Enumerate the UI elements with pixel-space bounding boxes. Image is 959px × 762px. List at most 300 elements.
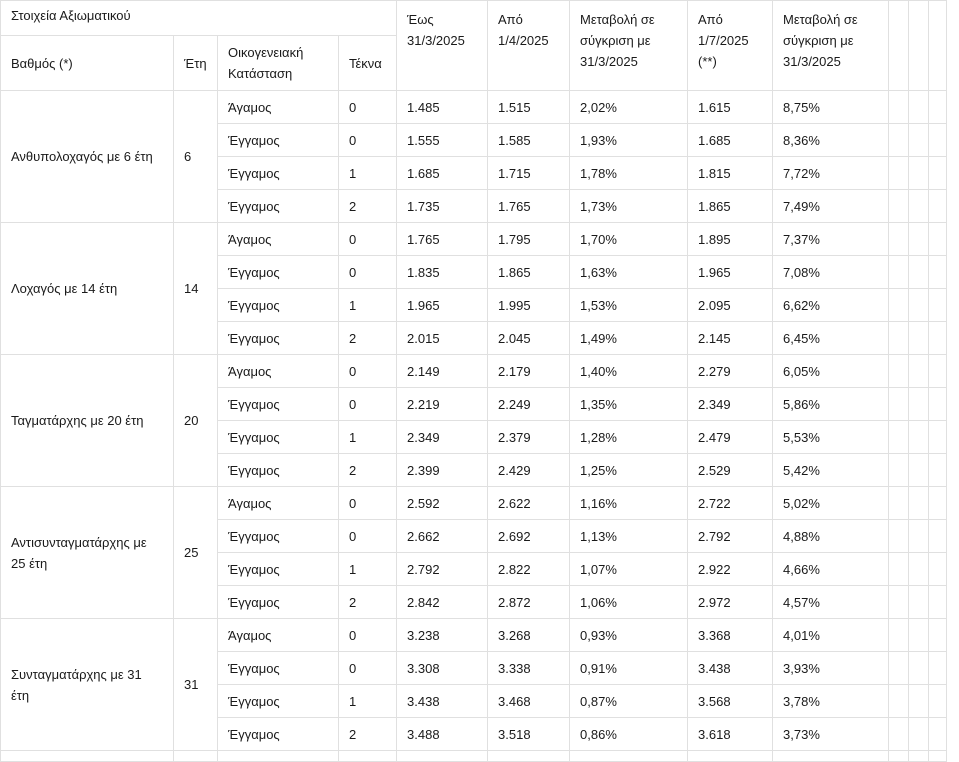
family-value: Έγγαμος	[228, 726, 280, 742]
family-value-cell	[218, 619, 339, 652]
empty-cell	[929, 256, 947, 289]
empty-cell	[909, 190, 929, 223]
change1-value-cell	[570, 256, 688, 289]
empty-cell	[889, 586, 909, 619]
change1-value-cell	[570, 91, 688, 124]
empty-cell	[909, 454, 929, 487]
family-value-cell	[218, 124, 339, 157]
empty-cell	[929, 322, 947, 355]
from-jul-value: 3.438	[698, 660, 731, 676]
family-value: Έγγαμος	[228, 132, 280, 148]
change2-value: 4,88%	[783, 528, 820, 544]
children-value: 2	[349, 726, 357, 742]
empty-cell	[929, 652, 947, 685]
family-value-cell	[218, 487, 339, 520]
children-value: 0	[349, 99, 357, 115]
empty-cell	[397, 751, 488, 762]
years-value-cell	[174, 487, 218, 619]
empty-cell	[909, 1, 929, 91]
grade-label: Λοχαγός με 14 έτη	[11, 281, 118, 296]
empty-cell	[909, 355, 929, 388]
change2-value-cell	[773, 256, 889, 289]
empty-cell	[909, 553, 929, 586]
change1-value-cell	[570, 223, 688, 256]
empty-cell	[929, 124, 947, 157]
children-value: 2	[349, 594, 357, 610]
empty-cell	[929, 586, 947, 619]
from-jul-value: 1.865	[698, 198, 731, 214]
empty-cell	[909, 388, 929, 421]
children-value: 1	[349, 297, 357, 313]
header-change2-cell	[773, 1, 889, 91]
years-value-cell	[174, 619, 218, 751]
grade-label: Ταγματάρχης με 20 έτη	[11, 413, 144, 428]
from-jul-value: 1.685	[698, 132, 731, 148]
from-apr-value: 3.338	[498, 660, 531, 676]
empty-cell	[909, 487, 929, 520]
empty-cell	[889, 190, 909, 223]
family-value-cell	[218, 553, 339, 586]
header-from-apr: Από 1/4/2025	[498, 12, 549, 48]
until-value-cell	[397, 718, 488, 751]
empty-cell	[909, 586, 929, 619]
years-value: 25	[184, 545, 199, 560]
from-jul-value-cell	[688, 388, 773, 421]
children-value-cell	[339, 388, 397, 421]
family-value-cell	[218, 685, 339, 718]
from-apr-value-cell	[488, 322, 570, 355]
empty-cell	[889, 322, 909, 355]
change2-value: 3,73%	[783, 726, 820, 742]
change2-value: 6,45%	[783, 330, 820, 346]
change2-value-cell	[773, 619, 889, 652]
family-value-cell	[218, 289, 339, 322]
change1-value-cell	[570, 190, 688, 223]
from-apr-value-cell	[488, 454, 570, 487]
from-apr-value-cell	[488, 124, 570, 157]
change1-value: 1,35%	[580, 396, 617, 412]
family-value-cell	[218, 388, 339, 421]
years-value-cell	[174, 91, 218, 223]
until-value: 1.555	[407, 132, 440, 148]
from-apr-value: 2.822	[498, 561, 531, 577]
empty-cell	[570, 751, 688, 762]
from-jul-value-cell	[688, 223, 773, 256]
change2-value-cell	[773, 322, 889, 355]
empty-cell	[889, 355, 909, 388]
header-from-jul-cell	[688, 1, 773, 91]
years-value-cell	[174, 355, 218, 487]
group-header-label: Στοιχεία Αξιωματικού	[11, 8, 131, 23]
from-apr-value-cell	[488, 355, 570, 388]
empty-cell	[889, 454, 909, 487]
family-value: Έγγαμος	[228, 198, 280, 214]
change1-value: 1,70%	[580, 231, 617, 247]
header-years-cell	[174, 36, 218, 91]
children-value-cell	[339, 256, 397, 289]
change1-value-cell	[570, 553, 688, 586]
empty-cell	[889, 157, 909, 190]
empty-cell	[889, 289, 909, 322]
family-value: Έγγαμος	[228, 165, 280, 181]
from-jul-value-cell	[688, 520, 773, 553]
change2-value: 4,66%	[783, 561, 820, 577]
until-value-cell	[397, 619, 488, 652]
change2-value-cell	[773, 454, 889, 487]
empty-cell	[909, 91, 929, 124]
from-jul-value: 2.722	[698, 495, 731, 511]
empty-cell	[889, 520, 909, 553]
table-row	[1, 619, 947, 652]
empty-cell	[929, 454, 947, 487]
children-value: 0	[349, 396, 357, 412]
grade-label-cell	[1, 355, 174, 487]
from-apr-value-cell	[488, 718, 570, 751]
change1-value-cell	[570, 388, 688, 421]
from-jul-value: 2.479	[698, 429, 731, 445]
family-value-cell	[218, 190, 339, 223]
grade-label-cell	[1, 487, 174, 619]
children-value-cell	[339, 91, 397, 124]
from-apr-value: 3.468	[498, 693, 531, 709]
change2-value-cell	[773, 586, 889, 619]
change2-value-cell	[773, 157, 889, 190]
from-apr-value-cell	[488, 223, 570, 256]
change1-value-cell	[570, 124, 688, 157]
children-value: 0	[349, 627, 357, 643]
change2-value-cell	[773, 223, 889, 256]
empty-cell	[889, 487, 909, 520]
header-grade-cell	[1, 36, 174, 91]
from-jul-value-cell	[688, 652, 773, 685]
change2-value: 5,42%	[783, 462, 820, 478]
grade-label-cell	[1, 619, 174, 751]
change2-value-cell	[773, 718, 889, 751]
table-row	[1, 355, 947, 388]
children-value-cell	[339, 421, 397, 454]
children-value: 0	[349, 132, 357, 148]
from-apr-value-cell	[488, 157, 570, 190]
from-apr-value: 2.622	[498, 495, 531, 511]
empty-cell	[889, 685, 909, 718]
header-change1: Μεταβολή σε σύγκριση με 31/3/2025	[580, 12, 655, 69]
years-value-cell	[174, 223, 218, 355]
family-value: Έγγαμος	[228, 660, 280, 676]
table-body	[1, 1, 947, 762]
change1-value-cell	[570, 487, 688, 520]
change1-value-cell	[570, 586, 688, 619]
empty-cell	[929, 619, 947, 652]
from-jul-value: 3.568	[698, 693, 731, 709]
change2-value-cell	[773, 190, 889, 223]
empty-cell	[929, 421, 947, 454]
until-value-cell	[397, 322, 488, 355]
until-value: 2.842	[407, 594, 440, 610]
empty-cell	[889, 421, 909, 454]
empty-cell	[909, 223, 929, 256]
change2-value: 7,08%	[783, 264, 820, 280]
from-jul-value-cell	[688, 256, 773, 289]
change1-value: 0,91%	[580, 660, 617, 676]
children-value-cell	[339, 124, 397, 157]
header-row-group	[1, 1, 947, 36]
family-value: Άγαμος	[228, 495, 272, 511]
from-jul-value: 1.965	[698, 264, 731, 280]
change1-value: 0,93%	[580, 627, 617, 643]
children-value-cell	[339, 718, 397, 751]
until-value: 2.399	[407, 462, 440, 478]
empty-cell	[889, 124, 909, 157]
from-jul-value-cell	[688, 619, 773, 652]
family-value-cell	[218, 718, 339, 751]
empty-cell	[929, 751, 947, 762]
until-value: 2.349	[407, 429, 440, 445]
header-children-cell	[339, 36, 397, 91]
from-jul-value: 2.349	[698, 396, 731, 412]
empty-cell	[929, 289, 947, 322]
empty-cell	[889, 553, 909, 586]
from-apr-value-cell	[488, 619, 570, 652]
empty-cell	[909, 157, 929, 190]
empty-cell	[909, 256, 929, 289]
from-apr-value-cell	[488, 388, 570, 421]
family-value-cell	[218, 91, 339, 124]
family-value: Έγγαμος	[228, 561, 280, 577]
until-value-cell	[397, 652, 488, 685]
from-jul-value: 2.529	[698, 462, 731, 478]
empty-cell	[889, 619, 909, 652]
children-value: 2	[349, 330, 357, 346]
change2-value-cell	[773, 421, 889, 454]
change1-value-cell	[570, 289, 688, 322]
until-value-cell	[397, 388, 488, 421]
from-jul-value-cell	[688, 685, 773, 718]
years-value: 14	[184, 281, 199, 296]
from-apr-value: 1.795	[498, 231, 531, 247]
change2-value-cell	[773, 91, 889, 124]
change1-value: 0,86%	[580, 726, 617, 742]
grade-label: Ανθυπολοχαγός με 6 έτη	[11, 149, 153, 164]
change1-value: 0,87%	[580, 693, 617, 709]
until-value: 1.735	[407, 198, 440, 214]
change2-value: 5,53%	[783, 429, 820, 445]
change1-value-cell	[570, 421, 688, 454]
header-family: Οικογενειακή Κατάσταση	[228, 45, 304, 81]
change1-value-cell	[570, 520, 688, 553]
until-value: 3.238	[407, 627, 440, 643]
until-value: 1.835	[407, 264, 440, 280]
header-until-cell	[397, 1, 488, 91]
children-value-cell	[339, 520, 397, 553]
from-jul-value: 2.922	[698, 561, 731, 577]
family-value-cell	[218, 322, 339, 355]
change1-value-cell	[570, 619, 688, 652]
children-value-cell	[339, 223, 397, 256]
change2-value: 5,02%	[783, 495, 820, 511]
change2-value-cell	[773, 553, 889, 586]
from-apr-value: 2.692	[498, 528, 531, 544]
from-jul-value-cell	[688, 157, 773, 190]
from-jul-value-cell	[688, 124, 773, 157]
empty-cell	[929, 91, 947, 124]
until-value: 2.219	[407, 396, 440, 412]
change1-value: 1,93%	[580, 132, 617, 148]
family-value: Έγγαμος	[228, 396, 280, 412]
children-value-cell	[339, 454, 397, 487]
until-value-cell	[397, 553, 488, 586]
change1-value: 1,28%	[580, 429, 617, 445]
children-value: 0	[349, 660, 357, 676]
empty-cell	[1, 751, 174, 762]
from-jul-value: 1.815	[698, 165, 731, 181]
years-value: 31	[184, 677, 199, 692]
from-apr-value: 2.429	[498, 462, 531, 478]
from-apr-value: 2.872	[498, 594, 531, 610]
children-value: 2	[349, 198, 357, 214]
empty-cell	[929, 1, 947, 91]
family-value-cell	[218, 421, 339, 454]
family-value: Έγγαμος	[228, 528, 280, 544]
family-value: Έγγαμος	[228, 330, 280, 346]
children-value-cell	[339, 190, 397, 223]
change2-value-cell	[773, 520, 889, 553]
from-apr-value: 1.585	[498, 132, 531, 148]
change1-value-cell	[570, 718, 688, 751]
change2-value: 3,93%	[783, 660, 820, 676]
from-jul-value-cell	[688, 289, 773, 322]
children-value-cell	[339, 289, 397, 322]
from-apr-value: 3.518	[498, 726, 531, 742]
until-value: 1.765	[407, 231, 440, 247]
from-jul-value: 3.368	[698, 627, 731, 643]
change2-value: 3,78%	[783, 693, 820, 709]
header-family-cell	[218, 36, 339, 91]
header-change2: Μεταβολή σε σύγκριση με 31/3/2025	[783, 12, 858, 69]
change1-value: 1,78%	[580, 165, 617, 181]
empty-cell	[889, 388, 909, 421]
children-value-cell	[339, 322, 397, 355]
change2-value-cell	[773, 652, 889, 685]
grade-label: Αντισυνταγματάρχης με 25 έτη	[11, 534, 147, 571]
table-row	[1, 91, 947, 124]
empty-cell	[889, 91, 909, 124]
from-apr-value: 1.995	[498, 297, 531, 313]
empty-cell	[889, 1, 909, 91]
from-apr-value-cell	[488, 190, 570, 223]
empty-cell	[909, 322, 929, 355]
empty-cell	[909, 124, 929, 157]
table-row-partial	[1, 751, 947, 762]
empty-cell	[909, 421, 929, 454]
years-value: 20	[184, 413, 199, 428]
from-jul-value-cell	[688, 355, 773, 388]
grade-label-cell	[1, 223, 174, 355]
empty-cell	[929, 157, 947, 190]
family-value-cell	[218, 520, 339, 553]
children-value: 0	[349, 363, 357, 379]
family-value-cell	[218, 157, 339, 190]
empty-cell	[929, 388, 947, 421]
until-value: 1.685	[407, 165, 440, 181]
change1-value: 1,16%	[580, 495, 617, 511]
until-value: 2.592	[407, 495, 440, 511]
from-jul-value-cell	[688, 718, 773, 751]
grade-label: Συνταγματάρχης με 31 έτη	[11, 666, 142, 703]
until-value-cell	[397, 487, 488, 520]
empty-cell	[909, 718, 929, 751]
from-jul-value: 2.972	[698, 594, 731, 610]
change1-value: 1,06%	[580, 594, 617, 610]
children-value: 0	[349, 495, 357, 511]
from-jul-value-cell	[688, 91, 773, 124]
children-value-cell	[339, 652, 397, 685]
family-value-cell	[218, 355, 339, 388]
children-value-cell	[339, 355, 397, 388]
children-value: 1	[349, 561, 357, 577]
family-value: Άγαμος	[228, 363, 272, 379]
children-value-cell	[339, 685, 397, 718]
change2-value-cell	[773, 124, 889, 157]
from-apr-value: 2.249	[498, 396, 531, 412]
change2-value: 7,49%	[783, 198, 820, 214]
until-value-cell	[397, 91, 488, 124]
from-apr-value-cell	[488, 685, 570, 718]
from-apr-value: 1.865	[498, 264, 531, 280]
children-value-cell	[339, 487, 397, 520]
change1-value-cell	[570, 355, 688, 388]
family-value: Έγγαμος	[228, 264, 280, 280]
until-value: 2.015	[407, 330, 440, 346]
change1-value-cell	[570, 322, 688, 355]
until-value-cell	[397, 586, 488, 619]
header-from-jul: Από 1/7/2025 (**)	[698, 12, 749, 69]
from-jul-value-cell	[688, 586, 773, 619]
empty-cell	[929, 553, 947, 586]
change2-value-cell	[773, 487, 889, 520]
family-value-cell	[218, 454, 339, 487]
empty-cell	[488, 751, 570, 762]
children-value: 1	[349, 165, 357, 181]
empty-cell	[929, 190, 947, 223]
from-apr-value-cell	[488, 487, 570, 520]
empty-cell	[218, 751, 339, 762]
change2-value: 5,86%	[783, 396, 820, 412]
empty-cell	[909, 652, 929, 685]
change2-value: 8,75%	[783, 99, 820, 115]
change1-value: 1,49%	[580, 330, 617, 346]
empty-cell	[929, 355, 947, 388]
change1-value: 1,73%	[580, 198, 617, 214]
from-apr-value-cell	[488, 553, 570, 586]
children-value: 1	[349, 429, 357, 445]
grade-label-cell	[1, 91, 174, 223]
change2-value: 4,01%	[783, 627, 820, 643]
from-apr-value-cell	[488, 652, 570, 685]
empty-cell	[909, 619, 929, 652]
from-apr-value: 3.268	[498, 627, 531, 643]
empty-cell	[688, 751, 773, 762]
until-value-cell	[397, 256, 488, 289]
from-jul-value-cell	[688, 553, 773, 586]
empty-cell	[909, 751, 929, 762]
change1-value: 1,63%	[580, 264, 617, 280]
family-value: Άγαμος	[228, 231, 272, 247]
children-value-cell	[339, 553, 397, 586]
until-value: 3.308	[407, 660, 440, 676]
from-jul-value-cell	[688, 190, 773, 223]
from-jul-value: 2.792	[698, 528, 731, 544]
empty-cell	[174, 751, 218, 762]
